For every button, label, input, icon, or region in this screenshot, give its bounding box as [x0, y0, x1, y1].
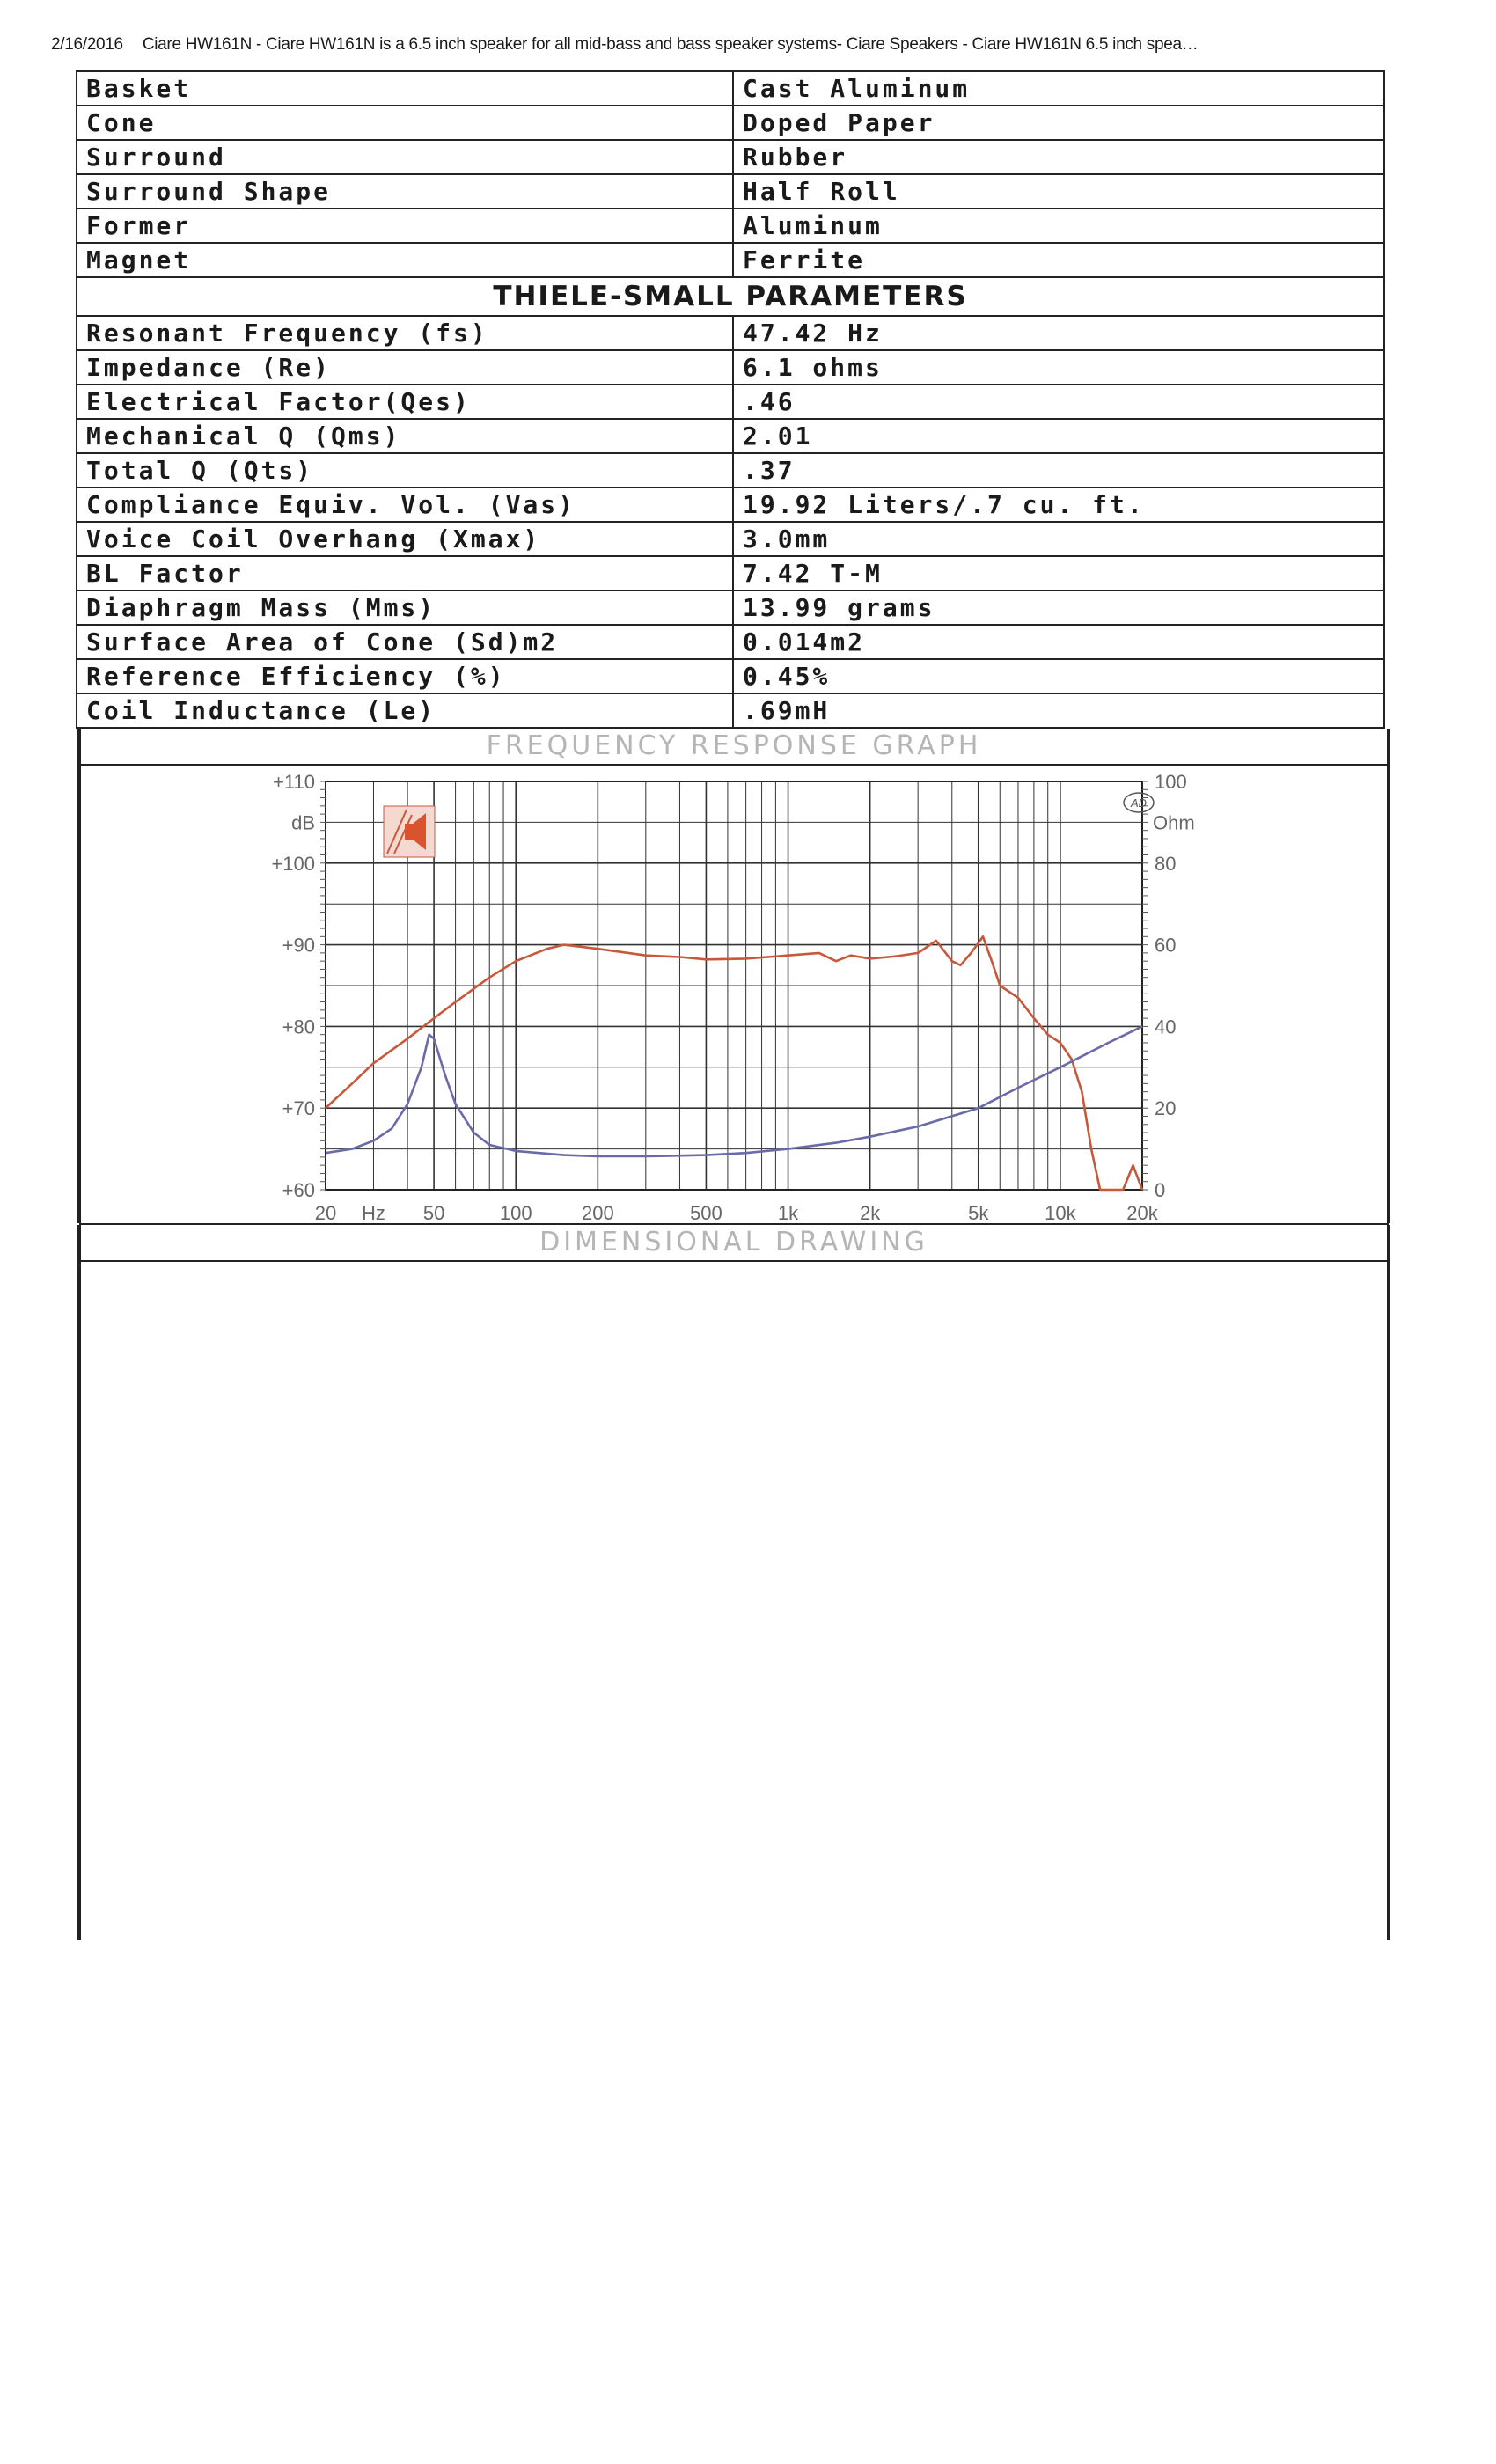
- ts-label: Diaphragm Mass (Mms): [77, 590, 733, 625]
- x-tick-label: 20k: [1126, 1202, 1158, 1223]
- ts-label: Coil Inductance (Le): [77, 693, 733, 728]
- drawing-section-title: DIMENSIONAL DRAWING: [81, 1225, 1387, 1262]
- ts-row: [77, 453, 1384, 488]
- spec-row: [77, 209, 1384, 243]
- x-unit-label: Hz: [362, 1202, 385, 1223]
- ts-value: 13.99 grams: [733, 590, 1384, 625]
- svg-text:AD: AD: [1131, 796, 1148, 810]
- ts-row: [77, 488, 1384, 522]
- y-tick-label: +110: [273, 771, 315, 793]
- y-tick-label: +80: [282, 1016, 315, 1038]
- ts-label: Surface Area of Cone (Sd)m2: [77, 625, 733, 659]
- ts-row: [77, 522, 1384, 556]
- y-tick-label: +100: [271, 852, 315, 875]
- spec-value: Rubber: [733, 140, 1384, 174]
- ts-row: [77, 316, 1384, 350]
- audio-brand-logo-icon: [1124, 793, 1154, 812]
- chart-icons: [384, 793, 1154, 857]
- spec-row: [77, 106, 1384, 140]
- spec-table: [76, 70, 1385, 729]
- y2-tick-label: 100: [1155, 771, 1187, 793]
- y-tick-label: +60: [282, 1179, 315, 1201]
- spec-row: [77, 174, 1384, 209]
- ts-label: Resonant Frequency (fs): [77, 316, 733, 350]
- spec-row: [77, 243, 1384, 277]
- y-tick-label: +70: [282, 1097, 315, 1120]
- ts-label: Impedance (Re): [77, 350, 733, 385]
- y2-tick-label: 0: [1155, 1179, 1166, 1201]
- ts-header-row: [77, 277, 1384, 316]
- ts-row: [77, 419, 1384, 453]
- print-date: 2/16/2016: [51, 35, 123, 54]
- ts-row: [77, 693, 1384, 728]
- ts-label: Reference Efficiency (%): [77, 659, 733, 693]
- ts-label: Compliance Equiv. Vol. (Vas): [77, 488, 733, 522]
- ts-label: Electrical Factor(Qes): [77, 385, 733, 419]
- speaker-logo-icon: [384, 806, 435, 857]
- y2-tick-label: 80: [1155, 852, 1177, 875]
- x-tick-label: 50: [422, 1202, 445, 1223]
- ts-row: [77, 385, 1384, 419]
- chart-series: [326, 936, 1142, 1190]
- ts-value: 7.42 T-M: [733, 556, 1384, 590]
- x-tick-label: 1k: [777, 1202, 799, 1223]
- graph-section-title: FREQUENCY RESPONSE GRAPH: [81, 729, 1387, 766]
- ts-label: Mechanical Q (Qms): [77, 419, 733, 453]
- spec-label: Surround: [77, 140, 733, 174]
- ts-value: .69mH: [733, 693, 1384, 728]
- frequency-response-chart: [81, 766, 1387, 1223]
- ts-value: 2.01: [733, 419, 1384, 453]
- spec-label: Basket: [77, 71, 733, 106]
- spec-label: Cone: [77, 106, 733, 140]
- y-unit-label: dB: [291, 811, 315, 834]
- spec-sheet: [76, 70, 1385, 1940]
- x-tick-label: 2k: [860, 1202, 881, 1223]
- ts-row: [77, 590, 1384, 625]
- x-tick-label: 500: [690, 1202, 722, 1223]
- ts-value: 19.92 Liters/.7 cu. ft.: [733, 488, 1384, 522]
- ts-label: Voice Coil Overhang (Xmax): [77, 522, 733, 556]
- ts-label: Total Q (Qts): [77, 453, 733, 488]
- ts-value: 0.45%: [733, 659, 1384, 693]
- drawing-area: [81, 1262, 1387, 1940]
- y2-tick-label: 40: [1155, 1016, 1177, 1038]
- spec-value: Half Roll: [733, 174, 1384, 209]
- x-tick-label: 5k: [968, 1202, 989, 1223]
- frame-right-border: [1388, 1225, 1390, 1940]
- spec-label: Surround Shape: [77, 174, 733, 209]
- page-title: Ciare HW161N - Ciare HW161N is a 6.5 inch speaker for all mid-bass and bass speaker systems- Ciare Speakers - Ciare HW161N 6.5 inch spea…: [142, 35, 1199, 54]
- ts-section-title: THIELE-SMALL PARAMETERS: [77, 277, 1384, 316]
- x-tick-label: 10k: [1045, 1202, 1076, 1223]
- spec-value: Ferrite: [733, 243, 1384, 277]
- y2-tick-label: 20: [1155, 1097, 1177, 1120]
- ts-row: [77, 659, 1384, 693]
- chart-grid: [320, 781, 1148, 1190]
- spec-value: Doped Paper: [733, 106, 1384, 140]
- y2-unit-label: Ohm: [1153, 811, 1195, 834]
- y-tick-label: +90: [282, 934, 315, 957]
- ts-row: [77, 350, 1384, 385]
- spec-value: Aluminum: [733, 209, 1384, 243]
- frequency-response-panel: [79, 729, 1389, 1225]
- frame-left-border: [77, 1225, 80, 1940]
- ts-value: 3.0mm: [733, 522, 1384, 556]
- spec-label: Former: [77, 209, 733, 243]
- frame-right-border: [1388, 729, 1390, 1223]
- spec-label: Magnet: [77, 243, 733, 277]
- spec-row: [77, 140, 1384, 174]
- ts-row: [77, 625, 1384, 659]
- spec-row: [77, 71, 1384, 106]
- dimensional-drawing-panel: [79, 1225, 1389, 1940]
- page-header: [51, 35, 1459, 55]
- ts-row: [77, 556, 1384, 590]
- spl-curve: [326, 936, 1142, 1190]
- y2-tick-label: 60: [1155, 934, 1177, 957]
- impedance-curve: [326, 1026, 1142, 1156]
- ts-value: .46: [733, 385, 1384, 419]
- spec-value: Cast Aluminum: [733, 71, 1384, 106]
- frame-left-border: [77, 729, 80, 1223]
- x-tick-label: 200: [581, 1202, 614, 1223]
- ts-label: BL Factor: [77, 556, 733, 590]
- x-tick-label: 100: [499, 1202, 532, 1223]
- graph-area: [81, 766, 1387, 1223]
- x-tick-label: 20: [314, 1202, 337, 1223]
- ts-value: 6.1 ohms: [733, 350, 1384, 385]
- ts-value: 47.42 Hz: [733, 316, 1384, 350]
- ts-value: 0.014m2: [733, 625, 1384, 659]
- ts-value: .37: [733, 453, 1384, 488]
